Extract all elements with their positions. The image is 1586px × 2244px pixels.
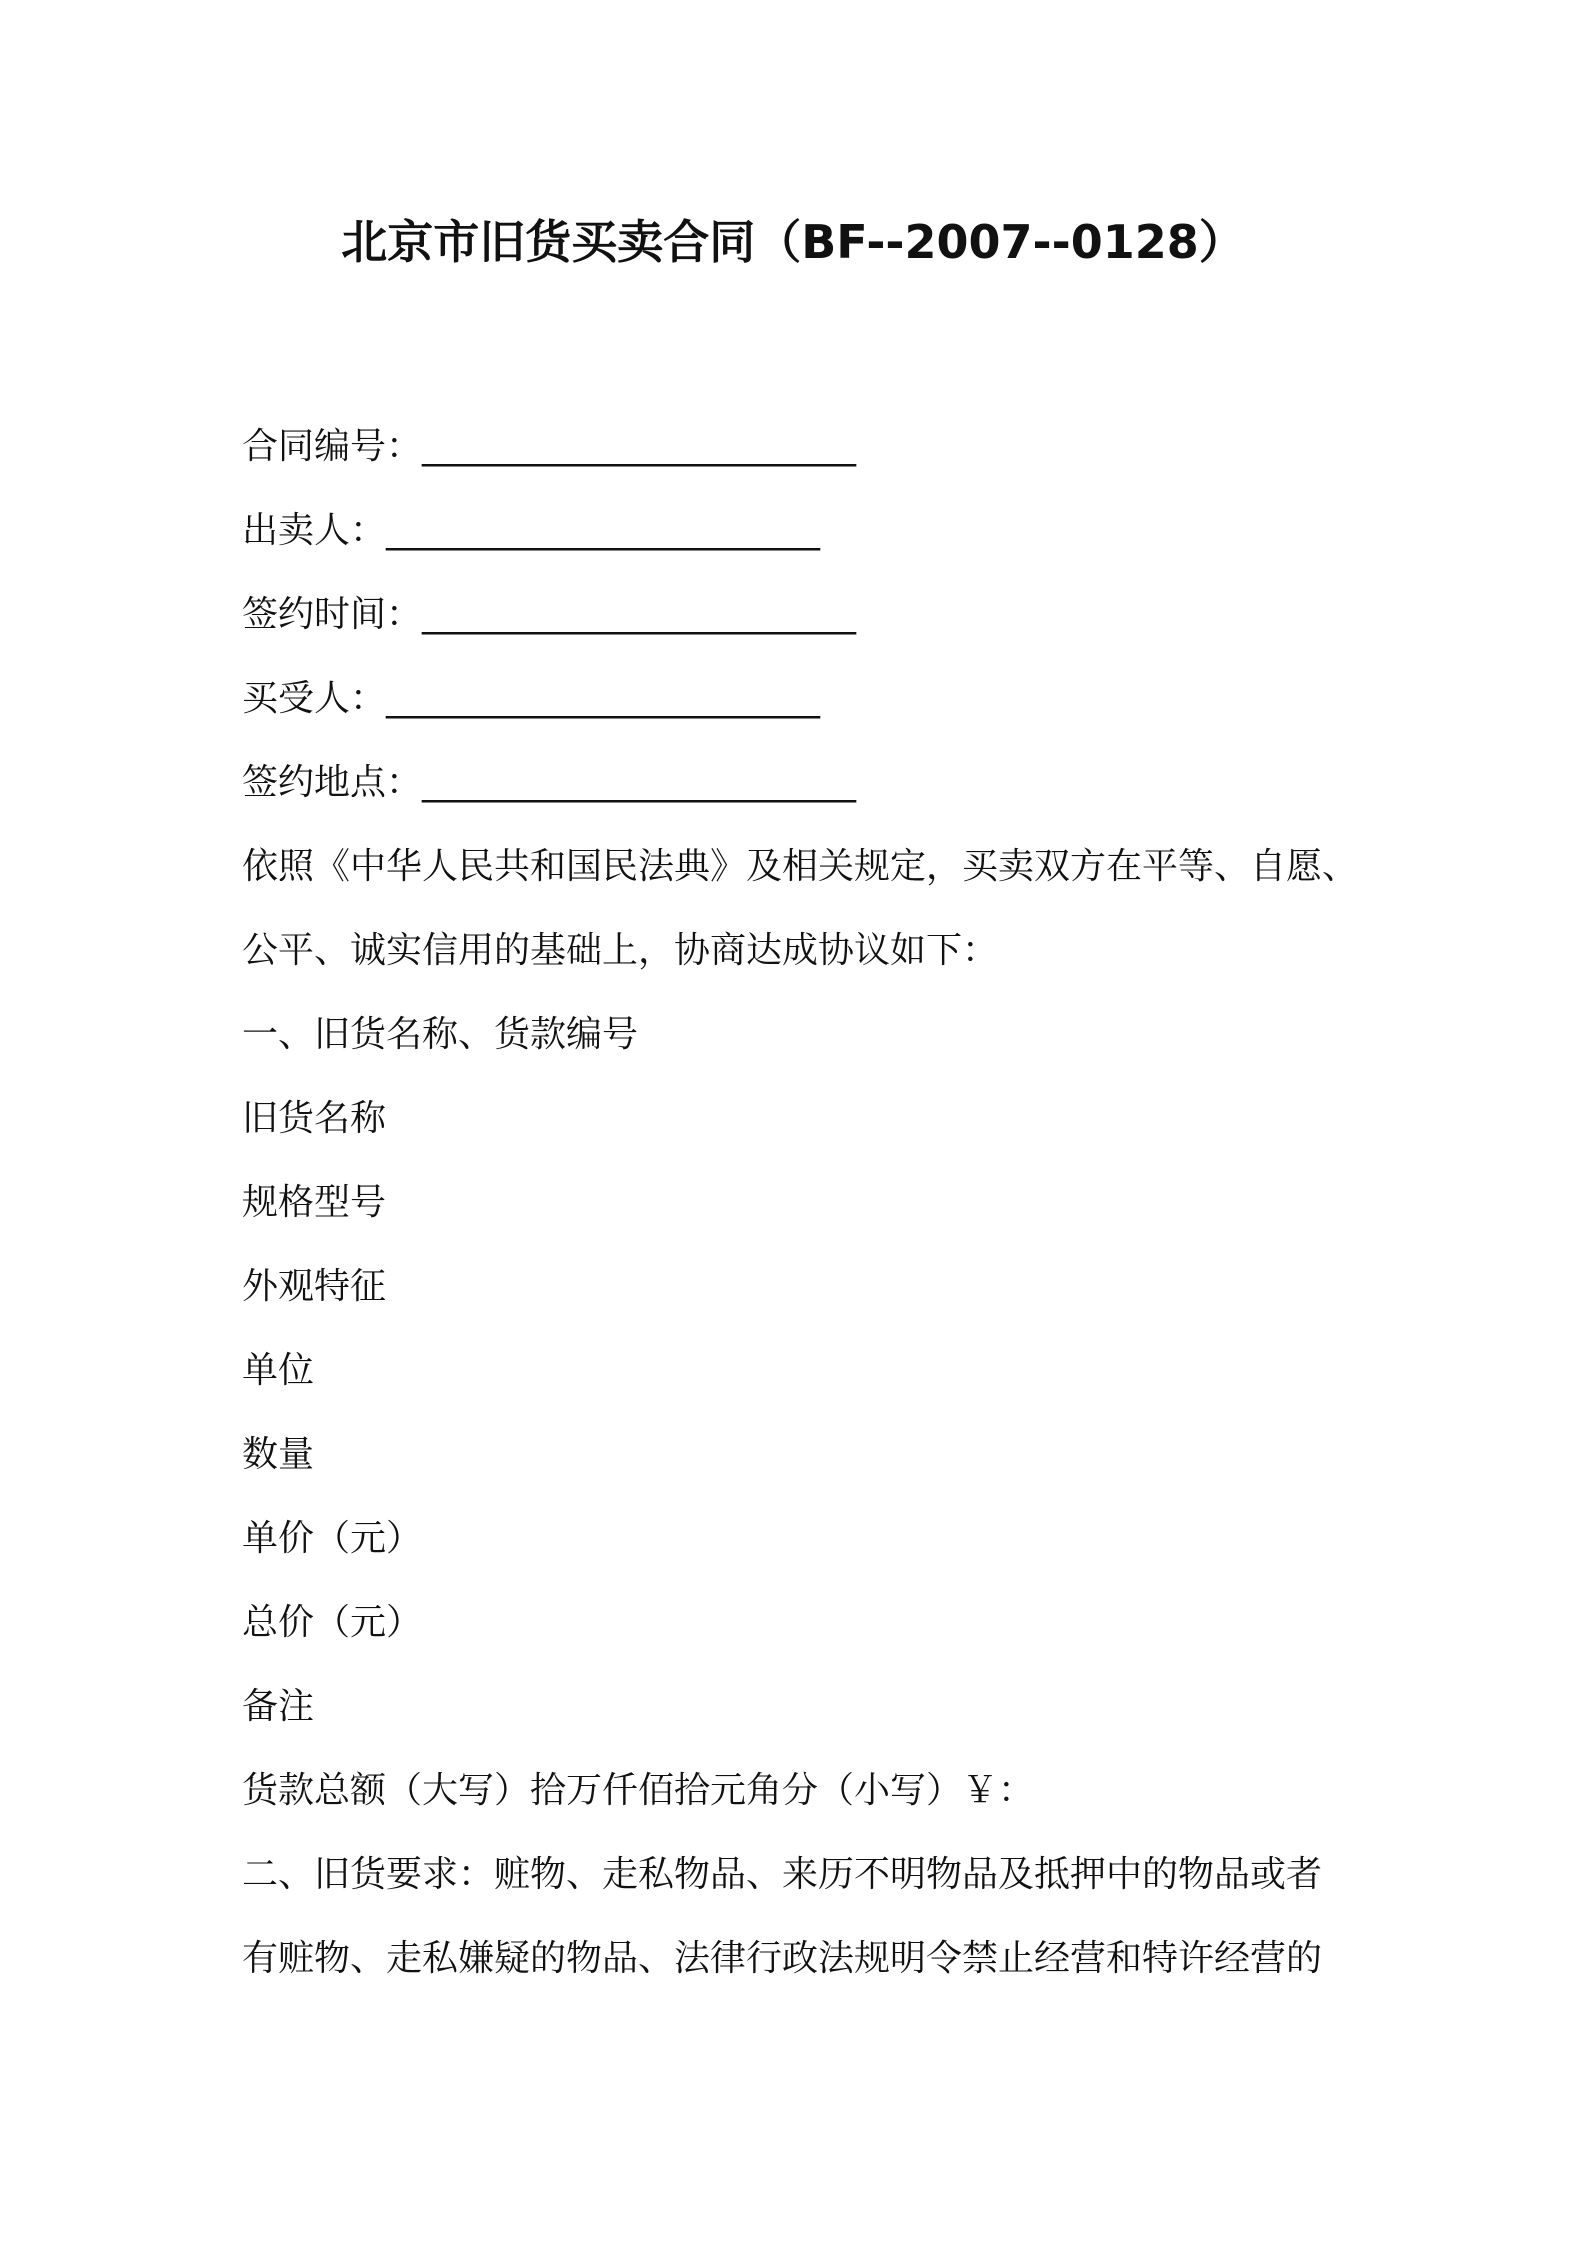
field-blank: ___________________________ [422, 426, 855, 467]
field-buyer [242, 657, 1362, 741]
field-label: 签约时间： [242, 594, 423, 635]
field-seller [242, 489, 1362, 573]
field-label: 合同编号： [242, 426, 423, 467]
intro-paragraph-line: 依照《中华人民共和国民法典》及相关规定，买卖双方在平等、自愿、 [242, 846, 1359, 887]
document-title: 北京市旧货买卖合同（BF--2007--0128） [341, 215, 1245, 269]
list-item: 规格型号 [242, 1182, 387, 1223]
section2-paragraph-line: 二、旧货要求：赃物、走私物品、来历不明物品及抵押中的物品或者 [242, 1854, 1323, 1895]
list-item: 旧货名称 [242, 1098, 387, 1139]
field-blank: ___________________________ [422, 594, 855, 635]
list-item: 单价（元） [242, 1518, 423, 1559]
field-blank: ___________________________ [386, 678, 819, 719]
field-label: 签约地点： [242, 762, 423, 803]
section-heading: 一、旧货名称、货款编号 [242, 1014, 639, 1055]
field-label: 出卖人： [242, 510, 387, 551]
field-blank: ___________________________ [422, 762, 855, 803]
document-body [242, 405, 1362, 2001]
field-signing-time [242, 573, 1362, 657]
field-blank: ___________________________ [386, 510, 819, 551]
intro-paragraph-line: 公平、诚实信用的基础上，协商达成协议如下： [242, 930, 999, 971]
field-label: 买受人： [242, 678, 387, 719]
list-item: 备注 [242, 1686, 315, 1727]
list-item: 外观特征 [242, 1266, 387, 1307]
list-item: 总价（元） [242, 1602, 423, 1643]
total-amount-line: 货款总额（大写）拾万仟佰拾元角分（小写）￥： [242, 1770, 1035, 1811]
list-item: 数量 [242, 1434, 315, 1475]
field-signing-place [242, 741, 1362, 825]
section2-paragraph-line: 有赃物、走私嫌疑的物品、法律行政法规明令禁止经营和特许经营的 [242, 1938, 1323, 1979]
field-contract-number [242, 405, 1362, 489]
list-item: 单位 [242, 1350, 315, 1391]
